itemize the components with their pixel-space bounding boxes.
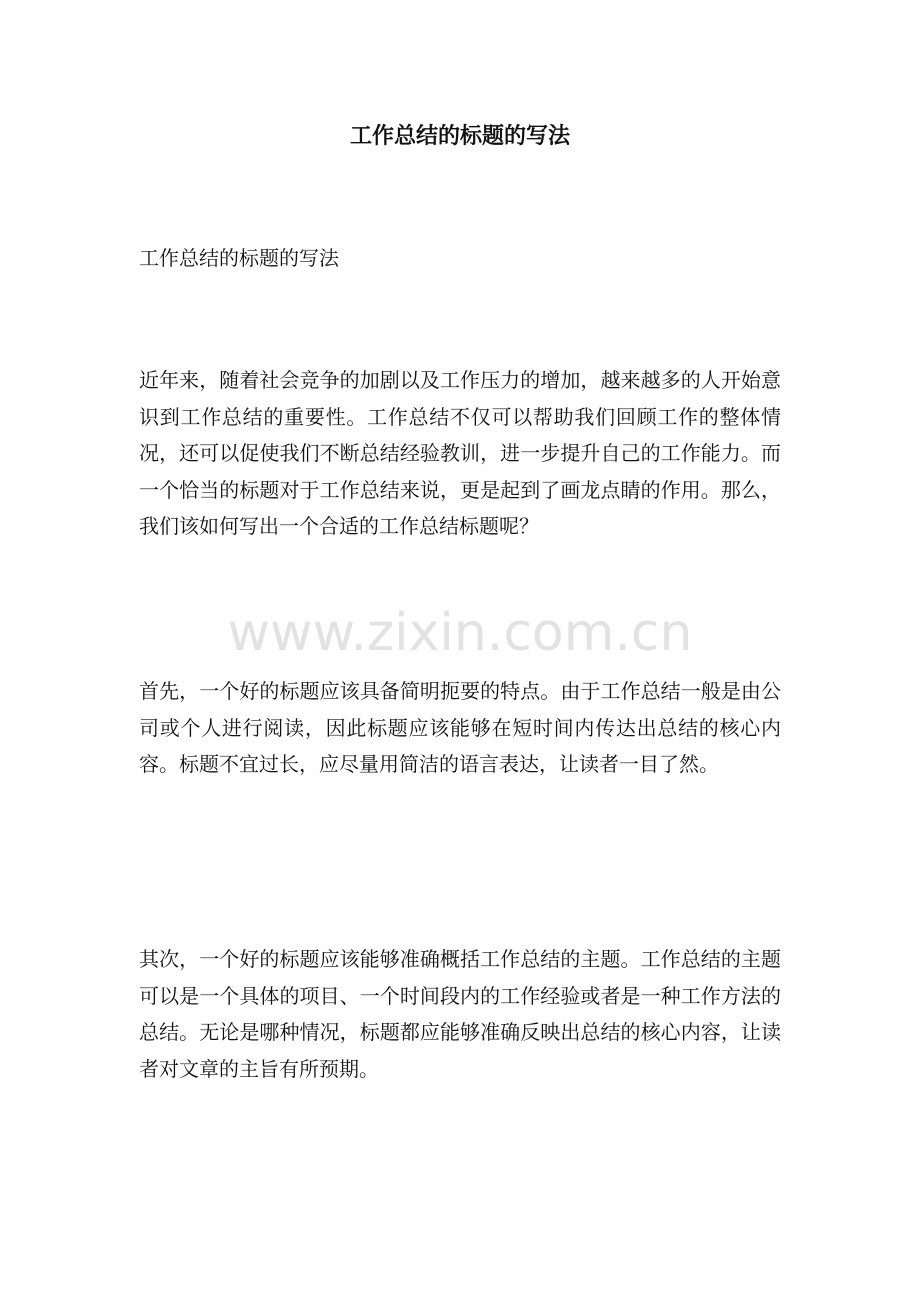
paragraph-intro: 近年来，随着社会竞争的加剧以及工作压力的增加，越来越多的人开始意识到工作总结的重要性。工作总结不仅可以帮助我们回顾工作的整体情况，还可以促使我们不断总结经验教训，进一步提升自己的工作能力。而一个恰当的标题对于工作总结来说，更是起到了画龙点睛的作用。那么，我们该如何写出一个合适的工作总结标题呢？ [139,368,781,538]
watermark: www.zixin.com.cn [227,603,693,663]
paragraph-first-point: 首先，一个好的标题应该具备简明扼要的特点。由于工作总结一般是由公司或个人进行阅读，因此标题应该能够在短时间内传达出总结的核心内容。标题不宜过长，应尽量用简洁的语言表达，让读者一目了然。 [139,679,781,776]
document-subtitle: 工作总结的标题的写法 [139,246,339,270]
paragraph-second-point: 其次，一个好的标题应该能够准确概括工作总结的主题。工作总结的主题可以是一个具体的项目、一个时间段内的工作经验或者是一种工作方法的总结。无论是哪种情况，标题都应能够准确反映出总结的核心内容，让读者对文章的主旨有所预期。 [139,947,781,1081]
document-title: 工作总结的标题的写法 [349,123,570,149]
